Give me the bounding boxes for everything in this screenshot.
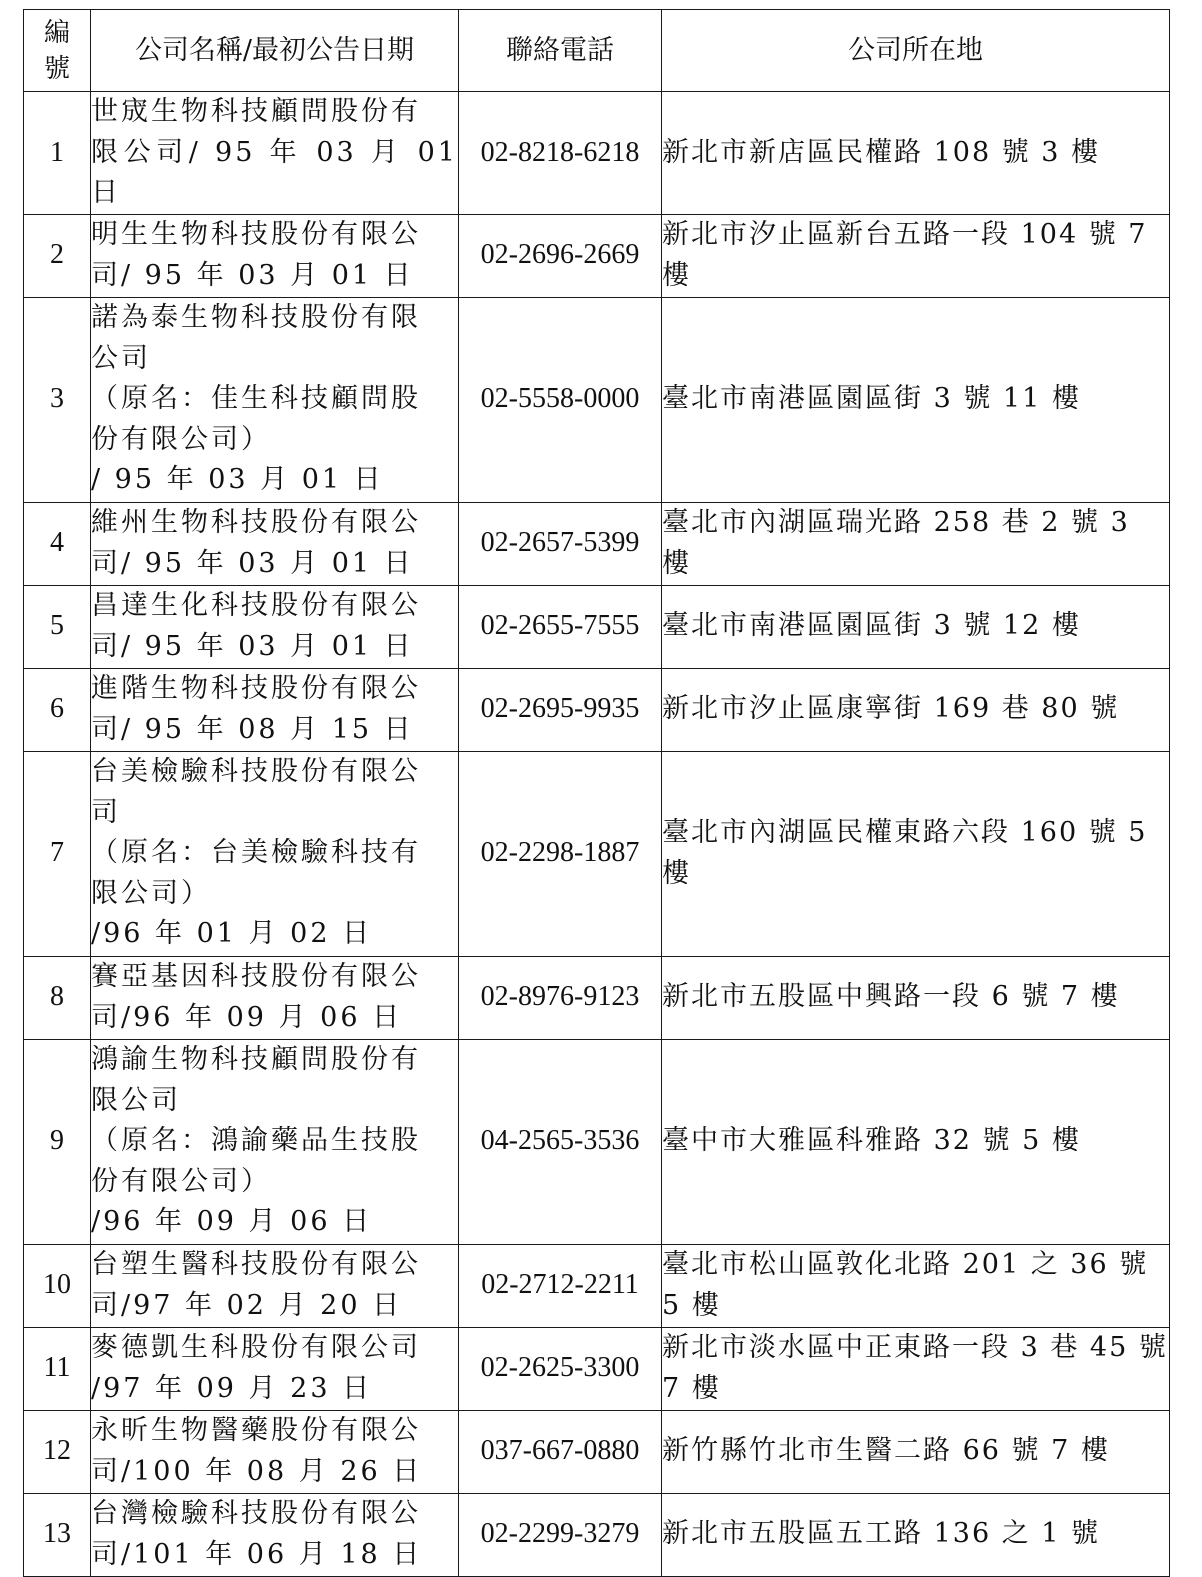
company-name-line: 司/ 95 年 03 月 01 日 — [91, 259, 414, 291]
phone-cell: 02-2298-1887 — [459, 751, 662, 956]
address-cell: 新北市淡水區中正東路一段 3 巷 45 號 7 樓 — [662, 1327, 1170, 1410]
row-number: 4 — [24, 502, 91, 585]
address-cell: 新北市五股區五工路 136 之 1 號 — [662, 1493, 1170, 1576]
phone-cell: 037-667-0880 — [459, 1410, 662, 1493]
company-name-cell — [91, 214, 459, 297]
phone-cell: 02-8976-9123 — [459, 956, 662, 1039]
header-company-name: 公司名稱/最初公告日期 — [91, 10, 459, 92]
table-row — [24, 502, 1170, 585]
phone-cell: 02-2655-7555 — [459, 585, 662, 668]
company-name-line: （原名：台美檢驗科技有 — [91, 837, 421, 869]
header-phone: 聯絡電話 — [459, 10, 662, 92]
address-cell: 臺中市大雅區科雅路 32 號 5 樓 — [662, 1039, 1170, 1244]
company-name-line: 限公司） — [91, 877, 211, 909]
company-name-line: 麥德凱生科股份有限公司 — [91, 1332, 421, 1363]
row-number: 12 — [24, 1410, 91, 1493]
table-row — [24, 92, 1170, 215]
company-name-line: 永昕生物醫藥股份有限公 — [91, 1415, 421, 1446]
table-row — [24, 297, 1170, 502]
company-name-line: 份有限公司） — [91, 1165, 271, 1197]
address-cell: 臺北市南港區園區街 3 號 11 樓 — [662, 297, 1170, 502]
row-number: 5 — [24, 585, 91, 668]
table-row — [24, 585, 1170, 668]
company-name-line: 公司 — [91, 342, 151, 374]
company-name-cell — [91, 1327, 459, 1410]
row-number: 10 — [24, 1244, 91, 1327]
row-number: 2 — [24, 214, 91, 297]
company-name-line: 司/97 年 02 月 20 日 — [91, 1289, 403, 1321]
row-number: 9 — [24, 1039, 91, 1244]
company-name-line: 司 — [91, 796, 121, 828]
row-number: 7 — [24, 751, 91, 956]
company-name-cell — [91, 297, 459, 502]
company-name-line: /96 年 09 月 06 日 — [91, 1206, 373, 1238]
company-name-cell — [91, 502, 459, 585]
table-row — [24, 956, 1170, 1039]
address-cell: 新北市汐止區新台五路一段 104 號 7 樓 — [662, 214, 1170, 297]
row-number: 6 — [24, 668, 91, 751]
address-cell: 新竹縣竹北市生醫二路 66 號 7 樓 — [662, 1410, 1170, 1493]
table-row — [24, 751, 1170, 956]
address-cell: 臺北市內湖區瑞光路 258 巷 2 號 3 樓 — [662, 502, 1170, 585]
row-number: 8 — [24, 956, 91, 1039]
header-address: 公司所在地 — [662, 10, 1170, 92]
phone-cell: 02-2625-3300 — [459, 1327, 662, 1410]
address-cell: 臺北市內湖區民權東路六段 160 號 5 樓 — [662, 751, 1170, 956]
company-name-line: 明生生物科技股份有限公 — [91, 219, 421, 250]
company-name-cell — [91, 956, 459, 1039]
table-row — [24, 1039, 1170, 1244]
company-name-line: （原名：鴻諭藥品生技股 — [91, 1125, 421, 1157]
company-name-line: 諾為泰生物科技股份有限 — [91, 302, 421, 334]
company-name-line: 司/ 95 年 03 月 01 日 — [91, 630, 414, 662]
address-cell: 新北市新店區民權路 108 號 3 樓 — [662, 92, 1170, 215]
company-registry-table — [23, 9, 1170, 1577]
company-name-line: 昌達生化科技股份有限公 — [91, 590, 421, 621]
company-name-cell — [91, 585, 459, 668]
phone-cell: 02-2657-5399 — [459, 502, 662, 585]
company-name-line: 台塑生醫科技股份有限公 — [91, 1249, 421, 1280]
phone-cell: 04-2565-3536 — [459, 1039, 662, 1244]
company-name-cell — [91, 1493, 459, 1576]
company-name-line: 限公司/ 95 年 03 月 01 日 — [91, 136, 458, 208]
company-name-line: 份有限公司） — [91, 423, 271, 455]
phone-cell: 02-2712-2211 — [459, 1244, 662, 1327]
company-name-line: 進階生物科技股份有限公 — [91, 673, 421, 704]
company-name-line: 限公司 — [91, 1084, 181, 1116]
company-name-line: 維州生物科技股份有限公 — [91, 507, 421, 538]
company-name-line: 司/ 95 年 08 月 15 日 — [91, 713, 414, 745]
company-name-line: 司/101 年 06 月 18 日 — [91, 1538, 423, 1570]
company-name-line: 司/100 年 08 月 26 日 — [91, 1455, 423, 1487]
phone-cell: 02-2299-3279 — [459, 1493, 662, 1576]
address-cell: 臺北市松山區敦化北路 201 之 36 號 5 樓 — [662, 1244, 1170, 1327]
company-name-line: 司/96 年 09 月 06 日 — [91, 1001, 403, 1033]
company-name-cell — [91, 1410, 459, 1493]
address-cell: 新北市五股區中興路一段 6 號 7 樓 — [662, 956, 1170, 1039]
company-name-cell — [91, 1244, 459, 1327]
company-name-line: （原名：佳生科技顧問股 — [91, 383, 421, 415]
company-name-line: 世宬生物科技顧問股份有 — [91, 96, 421, 127]
phone-cell: 02-2695-9935 — [459, 668, 662, 751]
table-row — [24, 1410, 1170, 1493]
phone-cell: 02-2696-2669 — [459, 214, 662, 297]
table-row — [24, 214, 1170, 297]
table-row — [24, 1244, 1170, 1327]
table-row — [24, 668, 1170, 751]
header-number: 編號 — [24, 10, 91, 92]
row-number: 1 — [24, 92, 91, 215]
row-number: 11 — [24, 1327, 91, 1410]
company-name-line: 司/ 95 年 03 月 01 日 — [91, 547, 414, 579]
company-name-cell — [91, 751, 459, 956]
company-name-line: 台灣檢驗科技股份有限公 — [91, 1498, 421, 1529]
company-name-line: 台美檢驗科技股份有限公 — [91, 756, 421, 788]
header-row — [24, 10, 1170, 92]
row-number: 13 — [24, 1493, 91, 1576]
company-name-line: / 95 年 03 月 01 日 — [91, 464, 384, 496]
table-row — [24, 1327, 1170, 1410]
row-number: 3 — [24, 297, 91, 502]
phone-cell: 02-5558-0000 — [459, 297, 662, 502]
address-cell: 臺北市南港區園區街 3 號 12 樓 — [662, 585, 1170, 668]
company-name-line: /96 年 01 月 02 日 — [91, 918, 373, 950]
table-body — [24, 92, 1170, 1577]
company-name-cell — [91, 1039, 459, 1244]
table-row — [24, 1493, 1170, 1576]
address-cell: 新北市汐止區康寧街 169 巷 80 號 — [662, 668, 1170, 751]
company-name-line: 鴻諭生物科技顧問股份有 — [91, 1044, 421, 1076]
phone-cell: 02-8218-6218 — [459, 92, 662, 215]
company-name-cell — [91, 92, 459, 215]
company-name-cell — [91, 668, 459, 751]
company-name-line: /97 年 09 月 23 日 — [91, 1372, 373, 1404]
company-name-line: 賽亞基因科技股份有限公 — [91, 961, 421, 992]
